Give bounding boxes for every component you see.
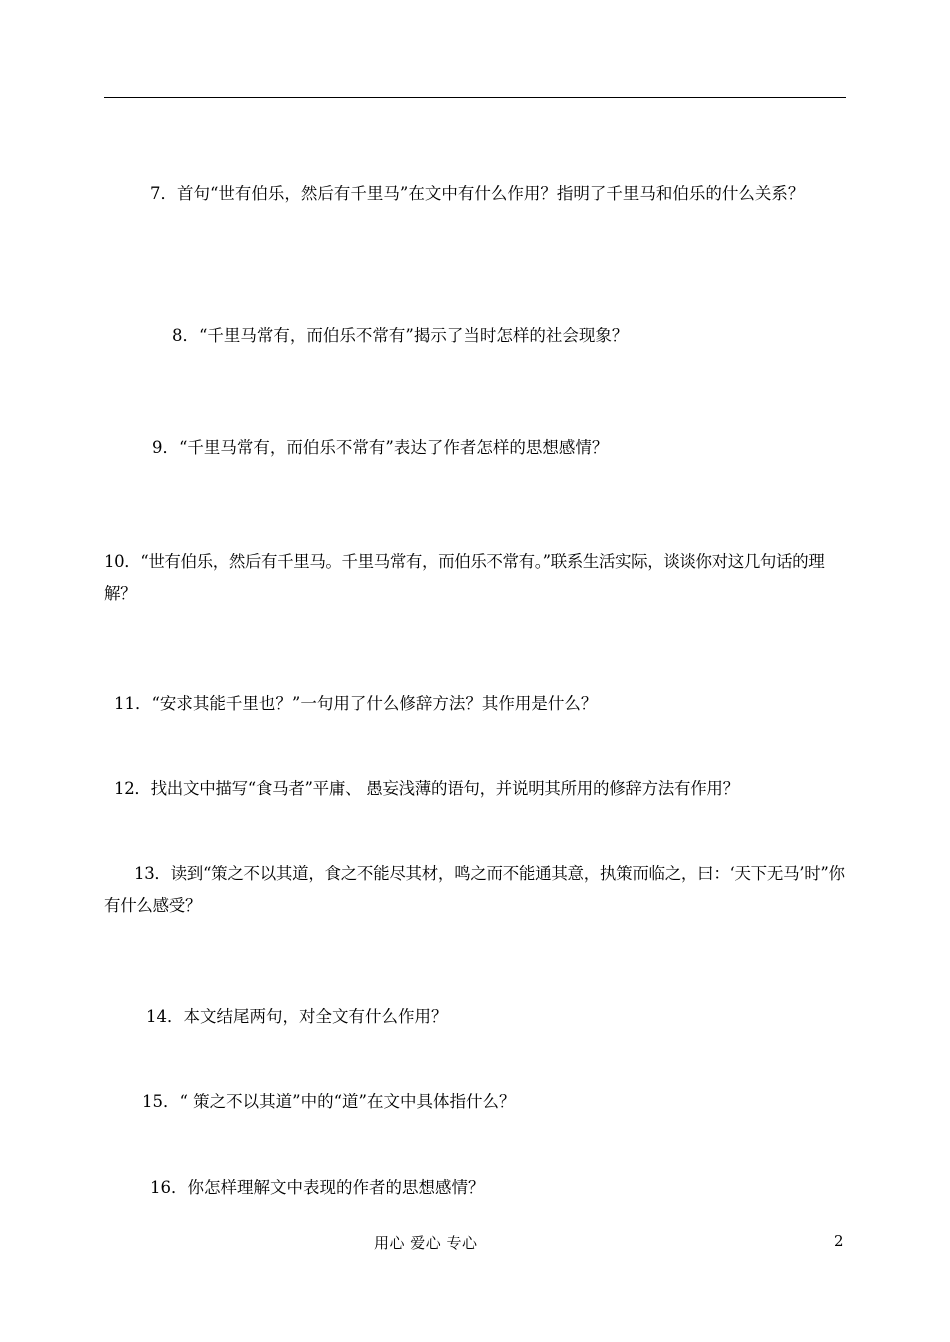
question-11: 11．“安求其能千里也？”一句用了什么修辞方法？其作用是什么？ xyxy=(114,694,598,713)
footer-motto: 用心 爱心 专心 xyxy=(374,1234,478,1252)
question-10: 10．“世有伯乐，然后有千里马。千里马常有，而伯乐不常有。”联系生活实际，谈谈你对这几句话的理解？ xyxy=(104,552,825,603)
question-15: 15．“ 策之不以其道”中的“道”在文中具体指什么？ xyxy=(142,1092,516,1111)
question-9: 9．“千里马常有，而伯乐不常有”表达了作者怎样的思想感情？ xyxy=(152,438,609,457)
question-12: 12．找出文中描写“食马者”平庸、 愚妄浅薄的语句，并说明其所用的修辞方法有作用？ xyxy=(114,779,739,798)
question-7: 7．首句“世有伯乐，然后有千里马”在文中有什么作用？指明了千里马和伯乐的什么关系？ xyxy=(150,184,805,203)
question-13: 13．读到“策之不以其道，食之不能尽其材，鸣之而不能通其意，执策而临之，曰：‘天下无马’时”你有什么感受？ xyxy=(104,864,845,915)
header-rule xyxy=(104,97,846,98)
question-16: 16．你怎样理解文中表现的作者的思想感情？ xyxy=(150,1178,485,1197)
question-8: 8．“千里马常有，而伯乐不常有”揭示了当时怎样的社会现象？ xyxy=(172,326,629,345)
question-14: 14．本文结尾两句，对全文有什么作用？ xyxy=(146,1007,448,1026)
page-number: 2 xyxy=(834,1232,844,1250)
